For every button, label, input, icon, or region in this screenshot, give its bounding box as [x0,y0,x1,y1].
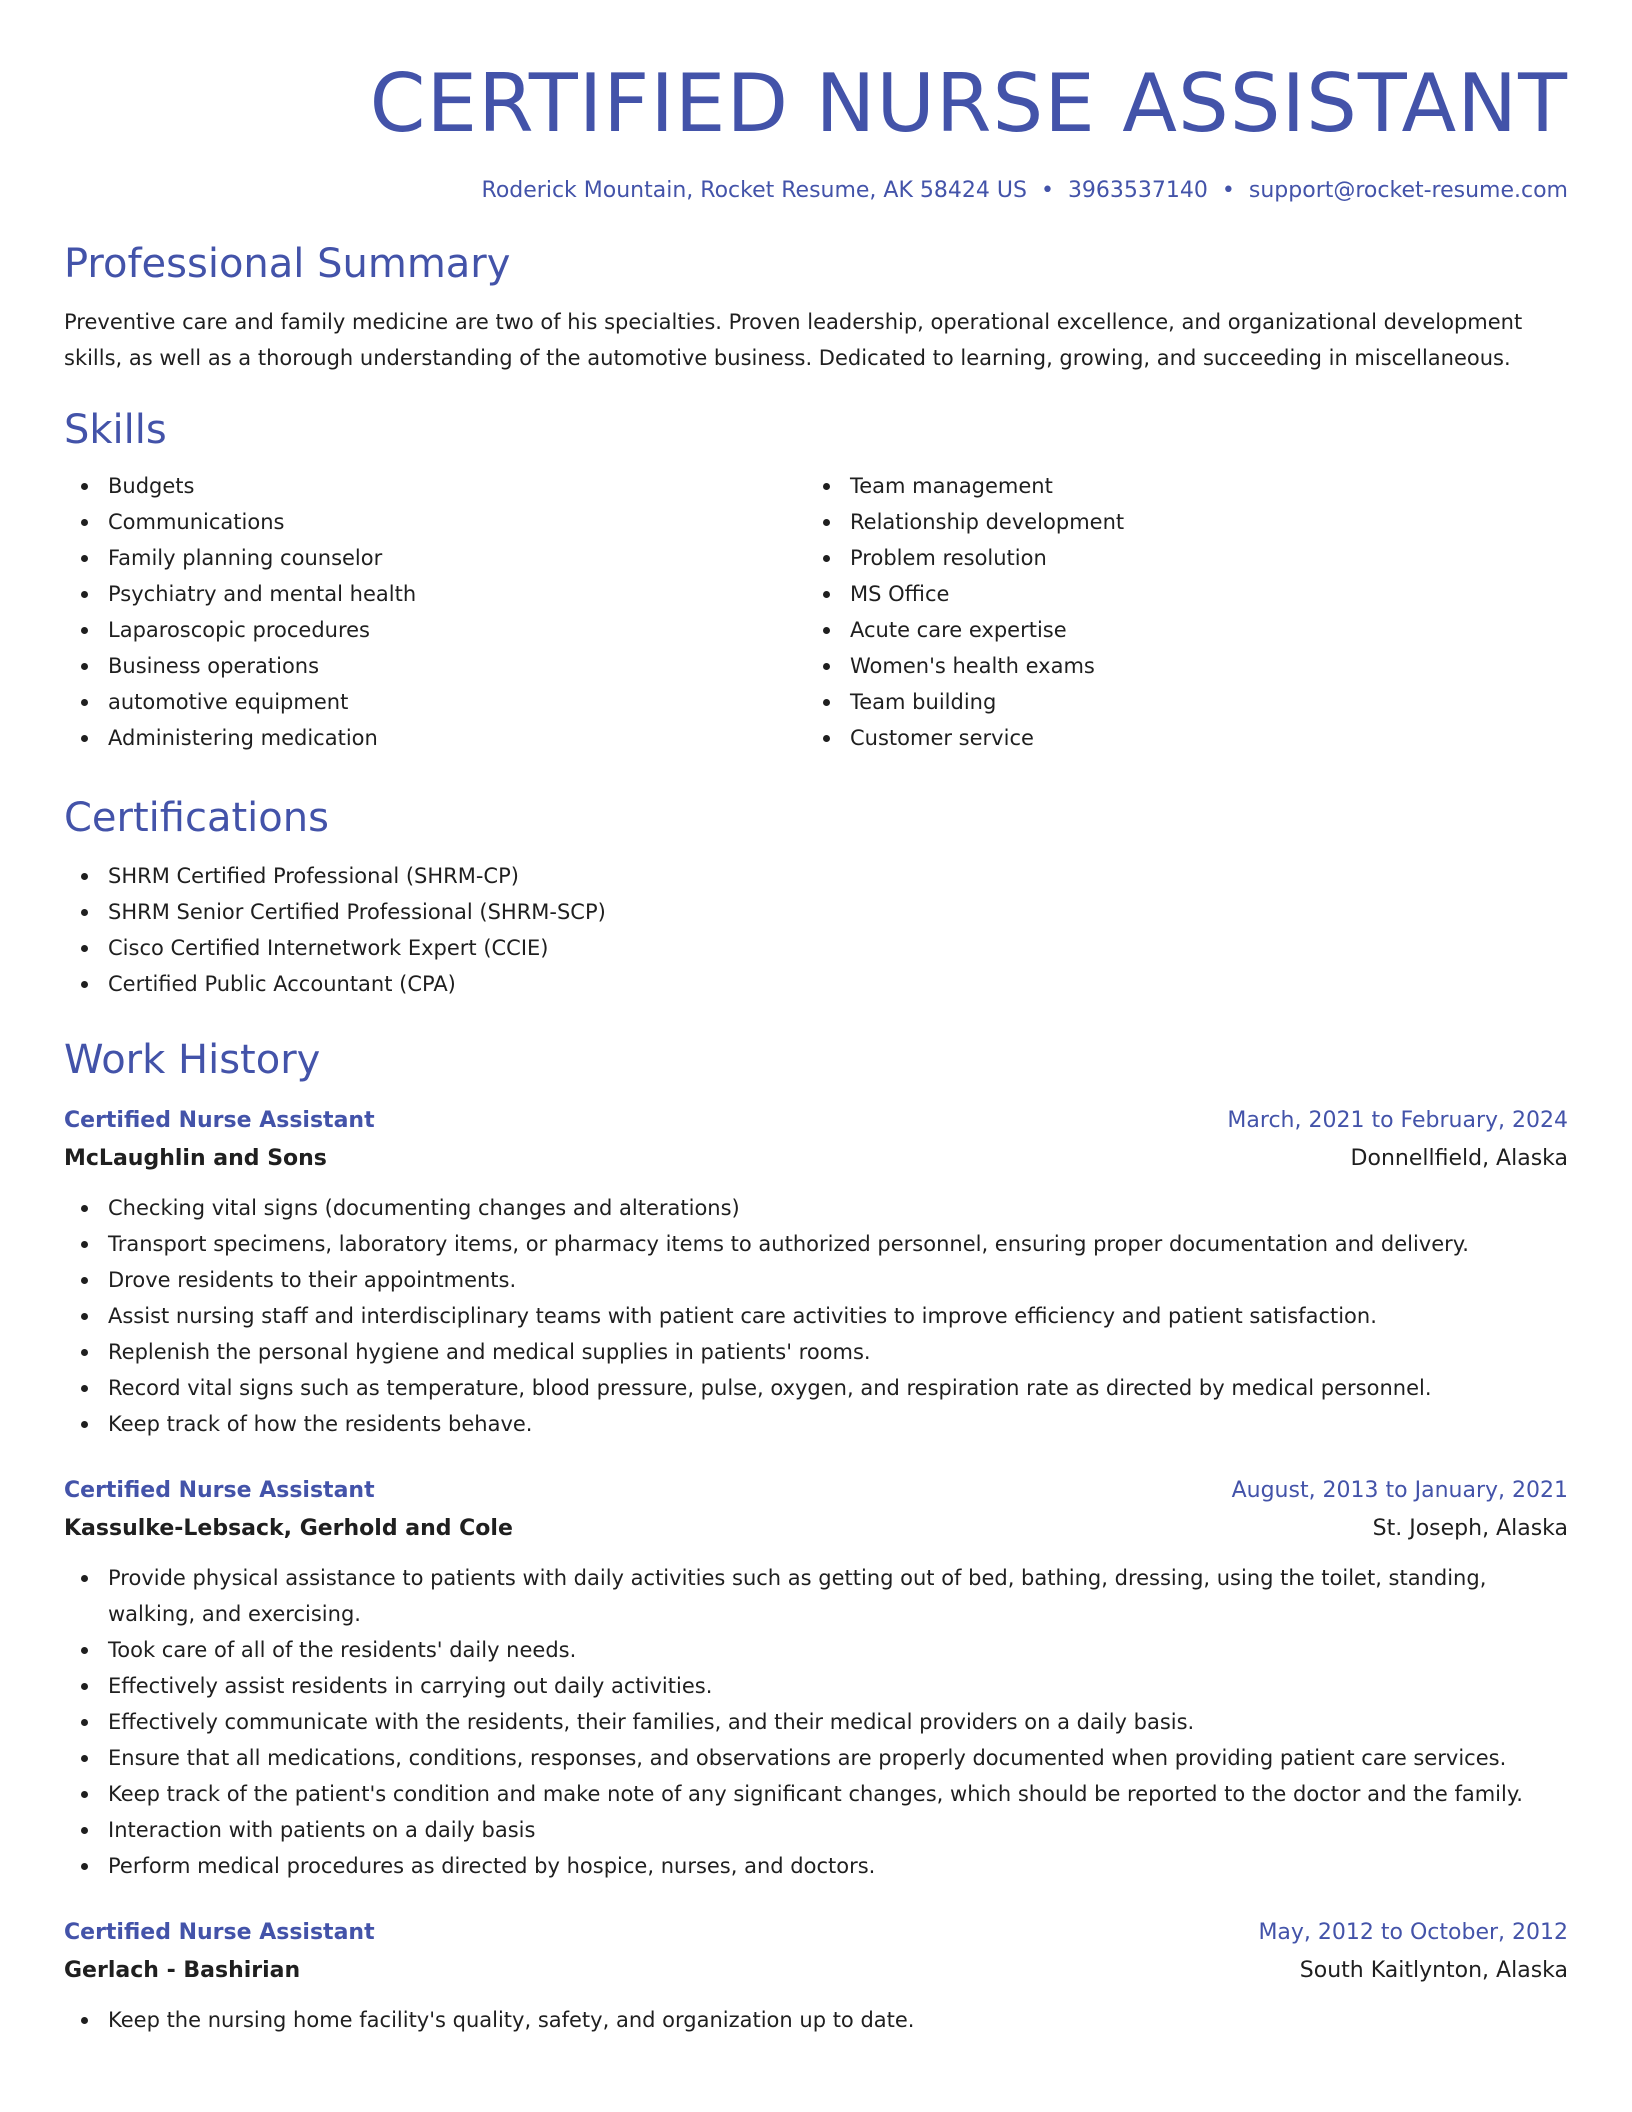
job-duties-list [64,1190,1568,1442]
job-dates: August, 2013 to January, 2021 [1231,1478,1568,1503]
job-company: Gerlach - Bashirian [64,1958,301,1983]
skill-item: Customer service [806,720,1548,756]
skills-section [64,406,1568,756]
skill-item: Business operations [64,648,806,684]
job-header-row [64,1914,1568,1952]
job-duties-list [64,2002,1568,2038]
job-duties-list [64,1560,1568,1884]
job-company: Kassulke-Lebsack, Gerhold and Cole [64,1516,513,1541]
work-history-heading: Work History [64,1037,321,1083]
contact-address: Roderick Mountain, Rocket Resume, AK 58424 US [481,178,1027,203]
job-duty: Effectively assist residents in carrying out daily activities. [64,1668,1568,1704]
skills-column-right [806,468,1548,756]
skills-list-right [806,468,1548,756]
certifications-list [64,858,1568,1002]
skill-item: Problem resolution [806,540,1548,576]
skill-item: Psychiatry and mental health [64,576,806,612]
job-title: Certified Nurse Assistant [64,1108,375,1133]
bullet-separator: • [1040,178,1054,203]
skill-item: Team building [806,684,1548,720]
job-duty: Drove residents to their appointments. [64,1262,1568,1298]
job-duty: Provide physical assistance to patients with daily activities such as getting out of bed, bathing, dressing, using the toilet, standing, walking, and exercising. [64,1560,1568,1632]
job-header-row [64,1102,1568,1140]
job-dates: May, 2012 to October, 2012 [1258,1920,1568,1945]
job-employer-row [64,1952,1568,1990]
job-duty: Transport specimens, laboratory items, or pharmacy items to authorized personnel, ensuring proper documentation and delivery. [64,1226,1568,1262]
skills-heading: Skills [64,407,167,453]
summary-section [64,240,1568,376]
certifications-heading: Certifications [64,795,329,841]
skill-item: Family planning counselor [64,540,806,576]
skill-item: Laparoscopic procedures [64,612,806,648]
job-dates: March, 2021 to February, 2024 [1227,1108,1568,1133]
work-history-section [64,1036,1568,2038]
job-location: St. Joseph, Alaska [1372,1516,1568,1541]
certification-item: Cisco Certified Internetwork Expert (CCIE) [64,930,1568,966]
job-title: Certified Nurse Assistant [64,1478,375,1503]
contact-phone: 3963537140 [1067,178,1208,203]
job-company: McLaughlin and Sons [64,1146,327,1171]
job-header-row [64,1472,1568,1510]
skills-column-left [64,468,806,756]
certification-item: SHRM Certified Professional (SHRM-CP) [64,858,1568,894]
certifications-section [64,794,1568,1002]
skill-item: Budgets [64,468,806,504]
job-employer-row [64,1510,1568,1548]
job-title: Certified Nurse Assistant [64,1920,375,1945]
certification-item: Certified Public Accountant (CPA) [64,966,1568,1002]
job-duty: Record vital signs such as temperature, blood pressure, pulse, oxygen, and respiration rate as directed by medical personnel. [64,1370,1568,1406]
skill-item: Relationship development [806,504,1548,540]
skill-item: Communications [64,504,806,540]
skill-item: Acute care expertise [806,612,1548,648]
job-duty: Keep track of the patient's condition and make note of any significant changes, which should be reported to the doctor and the family. [64,1776,1568,1812]
skill-item: Women's health exams [806,648,1548,684]
job-duty: Replenish the personal hygiene and medical supplies in patients' rooms. [64,1334,1568,1370]
job-duty: Ensure that all medications, conditions, responses, and observations are properly documented when providing patient care services. [64,1740,1568,1776]
skill-item: Team management [806,468,1548,504]
job-entry [64,1472,1568,1884]
job-duty: Perform medical procedures as directed by hospice, nurses, and doctors. [64,1848,1568,1884]
job-employer-row [64,1140,1568,1178]
bullet-separator: • [1221,178,1235,203]
job-duty: Checking vital signs (documenting changes and alterations) [64,1190,1568,1226]
job-location: South Kaitlynton, Alaska [1299,1958,1568,1983]
skills-grid [64,468,1568,756]
contact-email[interactable]: support@rocket-resume.com [1248,178,1568,203]
skills-list-left [64,468,806,756]
skill-item: MS Office [806,576,1548,612]
job-duty: Took care of all of the residents' daily needs. [64,1632,1568,1668]
summary-text: Preventive care and family medicine are two of his specialties. Proven leadership, operational excellence, and organizational development skills, as well as a thorough understanding of the automotive business. Dedicated to learning, growing, and succeeding in miscellaneous. [64,310,1523,370]
summary-heading: Professional Summary [64,241,511,287]
job-duty: Keep the nursing home facility's quality, safety, and organization up to date. [64,2002,1568,2038]
job-duty: Keep track of how the residents behave. [64,1406,1568,1442]
job-entry [64,1102,1568,1442]
job-duty: Interaction with patients on a daily basis [64,1812,1568,1848]
job-duty: Effectively communicate with the residents, their families, and their medical providers on a daily basis. [64,1704,1568,1740]
certification-item: SHRM Senior Certified Professional (SHRM-SCP) [64,894,1568,930]
job-duty: Assist nursing staff and interdisciplinary teams with patient care activities to improve efficiency and patient satisfaction. [64,1298,1568,1334]
contact-line [64,176,1568,206]
job-location: Donnellfield, Alaska [1350,1146,1568,1171]
skill-item: automotive equipment [64,684,806,720]
job-entry [64,1914,1568,2038]
resume-title: CERTIFIED NURSE ASSISTANT [369,57,1568,150]
skill-item: Administering medication [64,720,806,756]
